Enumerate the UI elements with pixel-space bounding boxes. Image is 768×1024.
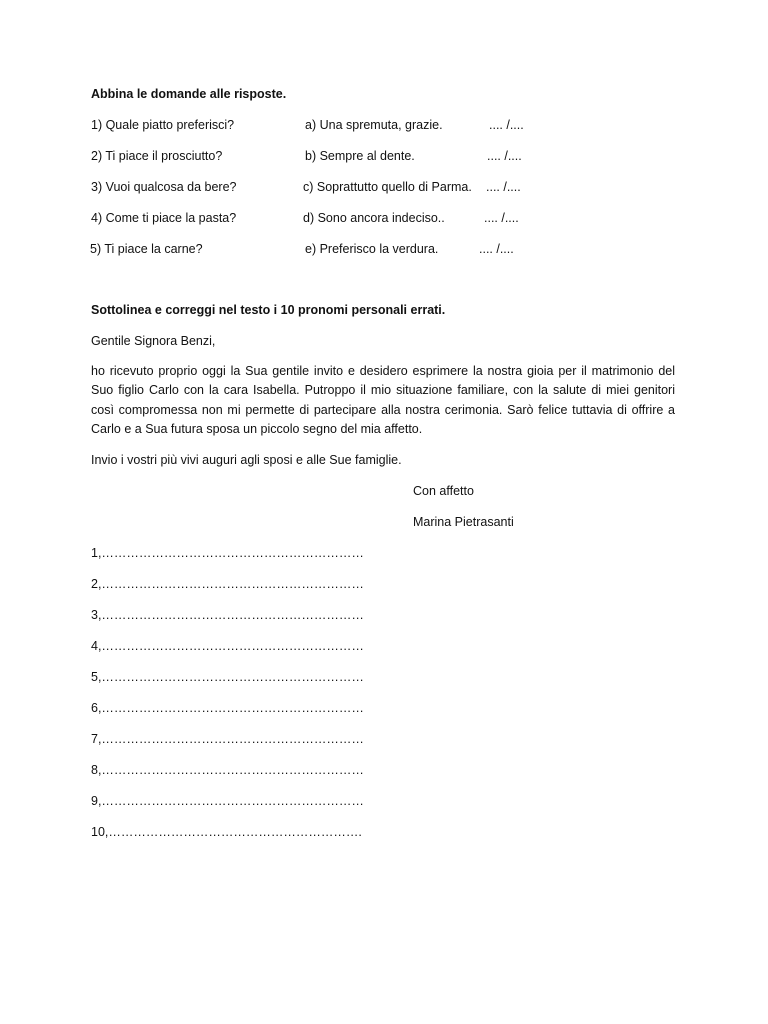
answer-line-1[interactable]: 1,……………………………………………………… <box>91 546 364 560</box>
letter-closing-line: Invio i vostri più vivi auguri agli sposi e alle Sue famiglie. <box>91 453 402 467</box>
answer-line-10[interactable]: 10,……………………………………………………. <box>91 825 362 839</box>
match-blank-3[interactable]: .... /.... <box>486 180 521 194</box>
answer-line-9[interactable]: 9,……………………………………………………… <box>91 794 364 808</box>
exercise1-title: Abbina le domande alle risposte. <box>91 87 287 101</box>
match-blank-2[interactable]: .... /.... <box>487 149 522 163</box>
answer-b: b) Sempre al dente. <box>305 149 415 163</box>
answer-e: e) Preferisco la verdura. <box>305 242 439 256</box>
letter-greeting: Gentile Signora Benzi, <box>91 334 216 348</box>
answer-line-7[interactable]: 7,……………………………………………………… <box>91 732 364 746</box>
question-5: 5) Ti piace la carne? <box>90 242 203 256</box>
question-2: 2) Ti piace il prosciutto? <box>91 149 223 163</box>
question-4: 4) Come ti piace la pasta? <box>91 211 237 225</box>
answer-line-2[interactable]: 2,……………………………………………………… <box>91 577 364 591</box>
letter-paragraph: ho ricevuto proprio oggi la Sua gentile invito e desidero esprimere la nostra gioia per il matrimonio del Suo figlio Carlo con la cara Isabella. Putroppo il mio situazione familiare, con la salute di miei genitori così compromessa non mi permette di partecipare alla nostra cerimonia. Sarò felice tuttavia di offrire a Carlo e a Sua futura sposa un piccolo segno del mia affetto. <box>91 364 675 437</box>
answer-d: d) Sono ancora indeciso.. <box>303 211 445 225</box>
answer-line-4[interactable]: 4,……………………………………………………… <box>91 639 364 653</box>
letter-signature: Marina Pietrasanti <box>413 515 514 529</box>
match-blank-4[interactable]: .... /.... <box>484 211 519 225</box>
letter-signoff: Con affetto <box>413 484 474 498</box>
answer-line-8[interactable]: 8,……………………………………………………… <box>91 763 364 777</box>
answer-line-5[interactable]: 5,……………………………………………………… <box>91 670 364 684</box>
question-3: 3) Vuoi qualcosa da bere? <box>91 180 237 194</box>
answer-line-6[interactable]: 6,……………………………………………………… <box>91 701 364 715</box>
exercise2-title: Sottolinea e correggi nel testo i 10 pronomi personali errati. <box>91 303 446 317</box>
answer-line-3[interactable]: 3,……………………………………………………… <box>91 608 364 622</box>
answer-a: a) Una spremuta, grazie. <box>305 118 443 132</box>
question-1: 1) Quale piatto preferisci? <box>91 118 235 132</box>
match-blank-1[interactable]: .... /.... <box>489 118 524 132</box>
answer-c: c) Soprattutto quello di Parma. <box>303 180 472 194</box>
match-blank-5[interactable]: .... /.... <box>479 242 514 256</box>
